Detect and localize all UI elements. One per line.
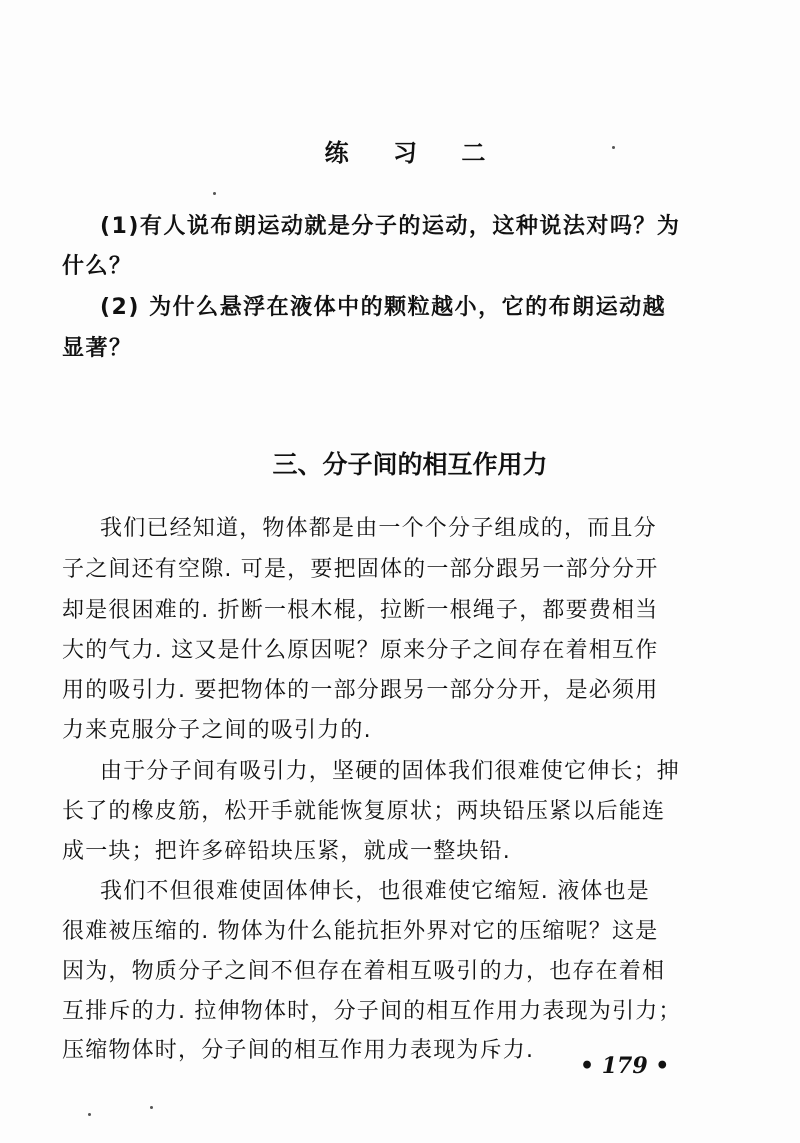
paragraph-3-line-2: 很难被压缩的. 物体为什么能抗拒外界对它的压缩呢？这是 — [62, 919, 659, 944]
scan-speck — [150, 1106, 153, 1109]
paragraph-2-line-3: 成一块；把许多碎铅块压紧，就成一整块铅. — [62, 839, 511, 864]
question-2-line-1: (2) 为什么悬浮在液体中的颗粒越小，它的布朗运动越 — [100, 295, 667, 320]
scan-speck — [612, 146, 615, 149]
paragraph-1-line-2: 子之间还有空隙. 可是，要把固体的一部分跟另一部分分开 — [62, 557, 659, 582]
section-heading: 三、分子间的相互作用力 — [272, 450, 548, 479]
paragraph-3-line-5: 压缩物体时，分子间的相互作用力表现为斥力. — [62, 1038, 535, 1063]
page-number: • 179 • — [580, 1053, 670, 1079]
paragraph-2-line-2: 长了的橡皮筋，松开手就能恢复原状；两块铅压紧以后能连 — [62, 799, 666, 824]
exercise-heading: 练 习 二 — [324, 139, 504, 167]
paragraph-1-line-3: 却是很困难的. 折断一根木棍，拉断一根绳子，都要费相当 — [62, 598, 659, 623]
scan-speck — [213, 192, 216, 195]
paragraph-1-line-4: 大的气力. 这又是什么原因呢？原来分子之间存在着相互作 — [62, 638, 659, 663]
paragraph-1-line-5: 用的吸引力. 要把物体的一部分跟另一部分分开，是必须用 — [62, 678, 659, 703]
paragraph-1-line-6: 力来克服分子之间的吸引力的. — [62, 718, 372, 743]
question-2-line-2: 显著？ — [62, 336, 133, 361]
question-1-line-2: 什么？ — [62, 254, 133, 279]
paragraph-2-line-1: 由于分子间有吸引力，坚硬的固体我们很难使它伸长；抻 — [100, 759, 681, 784]
paragraph-3-line-3: 因为，物质分子之间不但存在着相互吸引的力，也存在着相 — [62, 959, 666, 984]
paragraph-3-line-1: 我们不但很难使固体伸长，也很难使它缩短. 液体也是 — [100, 879, 650, 904]
question-1-line-1: (1)有人说布朗运动就是分子的运动，这种说法对吗？为 — [100, 214, 681, 239]
paragraph-1-line-1: 我们已经知道，物体都是由一个个分子组成的，而且分 — [100, 516, 657, 541]
paragraph-3-line-4: 互排斥的力. 拉伸物体时，分子间的相互作用力表现为引力； — [62, 999, 682, 1024]
scan-speck — [88, 1113, 91, 1116]
